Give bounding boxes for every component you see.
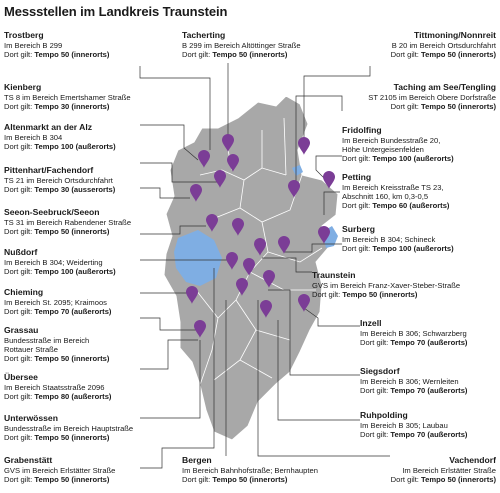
speed-limit: Tempo 50 (innerorts) — [421, 50, 496, 60]
station-name: Unterwössen — [4, 413, 58, 423]
limit-prefix: Dort gilt: — [4, 267, 35, 277]
limit-prefix: Dort gilt: — [4, 475, 35, 485]
limit-prefix: Dort gilt: — [4, 433, 35, 443]
station-taching — [368, 82, 496, 111]
station-traunstein — [312, 270, 460, 299]
limit-prefix: Dort gilt: — [4, 185, 35, 195]
limit-prefix: Dort gilt: — [4, 102, 35, 112]
speed-limit: Tempo 50 (innerorts) — [34, 50, 110, 60]
speed-limit: Tempo 100 (außerorts) — [34, 267, 116, 277]
speed-limit: Tempo 80 (außerorts) — [34, 392, 112, 402]
station-location: Im Bereich Erlstätter Straße — [402, 466, 496, 475]
station-name: Inzell — [360, 318, 382, 328]
speed-limit: Tempo 60 (außerorts) — [372, 201, 450, 211]
limit-prefix: Dort gilt: — [4, 227, 35, 237]
station-vachendorf — [391, 455, 496, 484]
station-name: Seeon-Seebruck/Seeon — [4, 207, 100, 217]
station-location: Bundesstraße im Bereich Hauptstraße — [4, 424, 134, 433]
limit-prefix: Dort gilt: — [182, 475, 213, 485]
station-name: Traunstein — [312, 270, 356, 280]
station-name: Surberg — [342, 224, 375, 234]
station-name: Grassau — [4, 325, 39, 335]
station-location: Im Bereich B 304; Weiderting — [4, 258, 103, 267]
station-name: Ruhpolding — [360, 410, 408, 420]
limit-prefix: Dort gilt: — [4, 50, 35, 60]
speed-limit: Tempo 50 (innerorts) — [421, 475, 496, 485]
station-trostberg — [4, 30, 109, 59]
speed-limit: Tempo 50 (innerorts) — [34, 227, 110, 237]
station-name: Übersee — [4, 372, 38, 382]
marker-tittmoning — [298, 137, 310, 155]
limit-prefix: Dort gilt: — [312, 290, 343, 300]
station-location: TS 31 im Bereich Rabendener Straße — [4, 218, 132, 227]
station-location-2: Höhe Untergeisenfelden — [342, 145, 424, 155]
station-location: B 20 im Bereich Ortsdurchfahrt — [391, 41, 496, 50]
station-location: Im Bereich Bahnhofstraße; Bernhaupten — [182, 466, 318, 475]
speed-limit: Tempo 100 (außerorts) — [372, 154, 454, 164]
limit-prefix: Dort gilt: — [360, 338, 391, 348]
station-name: Nußdorf — [4, 247, 38, 257]
station-location-2: Rottauer Straße — [4, 345, 59, 355]
speed-limit: Tempo 50 (innerorts) — [34, 475, 110, 485]
station-name: Kienberg — [4, 82, 42, 92]
limit-prefix: Dort gilt: — [342, 201, 373, 211]
speed-limit: Tempo 50 (innerorts) — [342, 290, 418, 300]
station-inzell — [360, 318, 467, 347]
station-siegsdorf — [360, 366, 467, 395]
station-nussdorf — [4, 247, 116, 276]
station-name: Petting — [342, 172, 372, 182]
station-petting — [342, 172, 449, 211]
speed-limit: Tempo 70 (außerorts) — [390, 430, 468, 440]
limit-prefix: Dort gilt: — [390, 475, 422, 485]
station-location: ST 2105 im Bereich Obere Dorfstraße — [368, 93, 496, 102]
speed-limit: Tempo 50 (innerorts) — [421, 102, 496, 112]
station-location: Im Bereich B 305; Laubau — [360, 421, 448, 430]
speed-limit: Tempo 50 (innerorts) — [212, 475, 288, 485]
station-ruhpolding — [360, 410, 467, 439]
station-unterwoessen — [4, 413, 133, 442]
speed-limit: Tempo 70 (außerorts) — [390, 338, 468, 348]
station-grabenstaett — [4, 455, 115, 484]
limit-prefix: Dort gilt: — [342, 244, 373, 254]
station-name: Chieming — [4, 287, 44, 297]
limit-prefix: Dort gilt: — [390, 50, 422, 60]
station-location: GVS im Bereich Franz-Xaver-Steber-Straße — [312, 281, 461, 290]
station-location: B 299 im Bereich Altöttinger Straße — [182, 41, 301, 50]
speed-limit: Tempo 50 (innerorts) — [34, 354, 110, 364]
station-grassau — [4, 325, 109, 364]
station-tittmoning — [391, 30, 496, 59]
station-name: Tittmoning/Nonnreit — [414, 30, 496, 40]
station-pittenhart — [4, 165, 115, 194]
limit-prefix: Dort gilt: — [360, 386, 391, 396]
station-name: Bergen — [182, 455, 212, 465]
station-location: Im Bereich Staatsstraße 2096 — [4, 383, 105, 392]
station-name: Pittenhart/Fachendorf — [4, 165, 94, 175]
station-seeon — [4, 207, 131, 236]
station-location: Im Bereich B 306; Wernleiten — [360, 377, 459, 386]
station-bergen — [182, 455, 318, 484]
station-uebersee — [4, 372, 111, 401]
limit-prefix: Dort gilt: — [4, 142, 35, 152]
station-name: Grabenstätt — [4, 455, 53, 465]
station-location: TS 8 im Bereich Emertshamer Straße — [4, 93, 131, 102]
limit-prefix: Dort gilt: — [4, 392, 35, 402]
station-name: Altenmarkt an der Alz — [4, 122, 93, 132]
station-location-2: Abschnitt 160, km 0,3-0,5 — [342, 192, 429, 202]
station-location: Im Bereich Bundesstraße 20, — [342, 136, 441, 145]
station-location: Bundesstraße im Bereich — [4, 336, 90, 345]
station-tacherting — [182, 30, 301, 59]
station-chieming — [4, 287, 111, 316]
station-location: Im Bereich B 306; Schwarzberg — [360, 329, 467, 338]
station-location: Im Bereich B 299 — [4, 41, 63, 50]
station-location: TS 21 im Bereich Ortsdurchfahrt — [4, 176, 113, 185]
speed-limit: Tempo 100 (außerorts) — [34, 142, 116, 152]
station-altenmarkt — [4, 122, 116, 151]
station-location: GVS im Bereich Erlstätter Straße — [4, 466, 116, 475]
station-name: Vachendorf — [449, 455, 496, 465]
speed-limit: Tempo 50 (innerorts) — [34, 433, 110, 443]
limit-prefix: Dort gilt: — [4, 354, 35, 364]
station-name: Fridolfing — [342, 125, 382, 135]
station-fridolfing — [342, 125, 454, 164]
station-location: Im Bereich B 304; Schineck — [342, 235, 436, 244]
speed-limit: Tempo 70 (außerorts) — [390, 386, 468, 396]
station-location: Im Bereich St. 2095; Kraimoos — [4, 298, 107, 307]
limit-prefix: Dort gilt: — [342, 154, 373, 164]
limit-prefix: Dort gilt: — [390, 102, 422, 112]
station-name: Trostberg — [4, 30, 44, 40]
limit-prefix: Dort gilt: — [360, 430, 391, 440]
station-location: Im Bereich Kreisstraße TS 23, — [342, 183, 444, 192]
map-title: Messstellen im Landkreis Traunstein — [4, 4, 228, 19]
speed-limit: Tempo 70 (außerorts) — [34, 307, 112, 317]
station-surberg — [342, 224, 454, 253]
station-kienberg — [4, 82, 131, 111]
speed-limit: Tempo 30 (innerorts) — [34, 102, 110, 112]
speed-limit: Tempo 50 (innerorts) — [212, 50, 288, 60]
limit-prefix: Dort gilt: — [4, 307, 35, 317]
limit-prefix: Dort gilt: — [182, 50, 213, 60]
speed-limit: Tempo 100 (außerorts) — [372, 244, 454, 254]
station-name: Tacherting — [182, 30, 226, 40]
station-location: Im Bereich B 304 — [4, 133, 63, 142]
speed-limit: Tempo 30 (ausserorts) — [34, 185, 116, 195]
station-name: Siegsdorf — [360, 366, 400, 376]
station-name: Taching am See/Tengling — [393, 82, 496, 92]
